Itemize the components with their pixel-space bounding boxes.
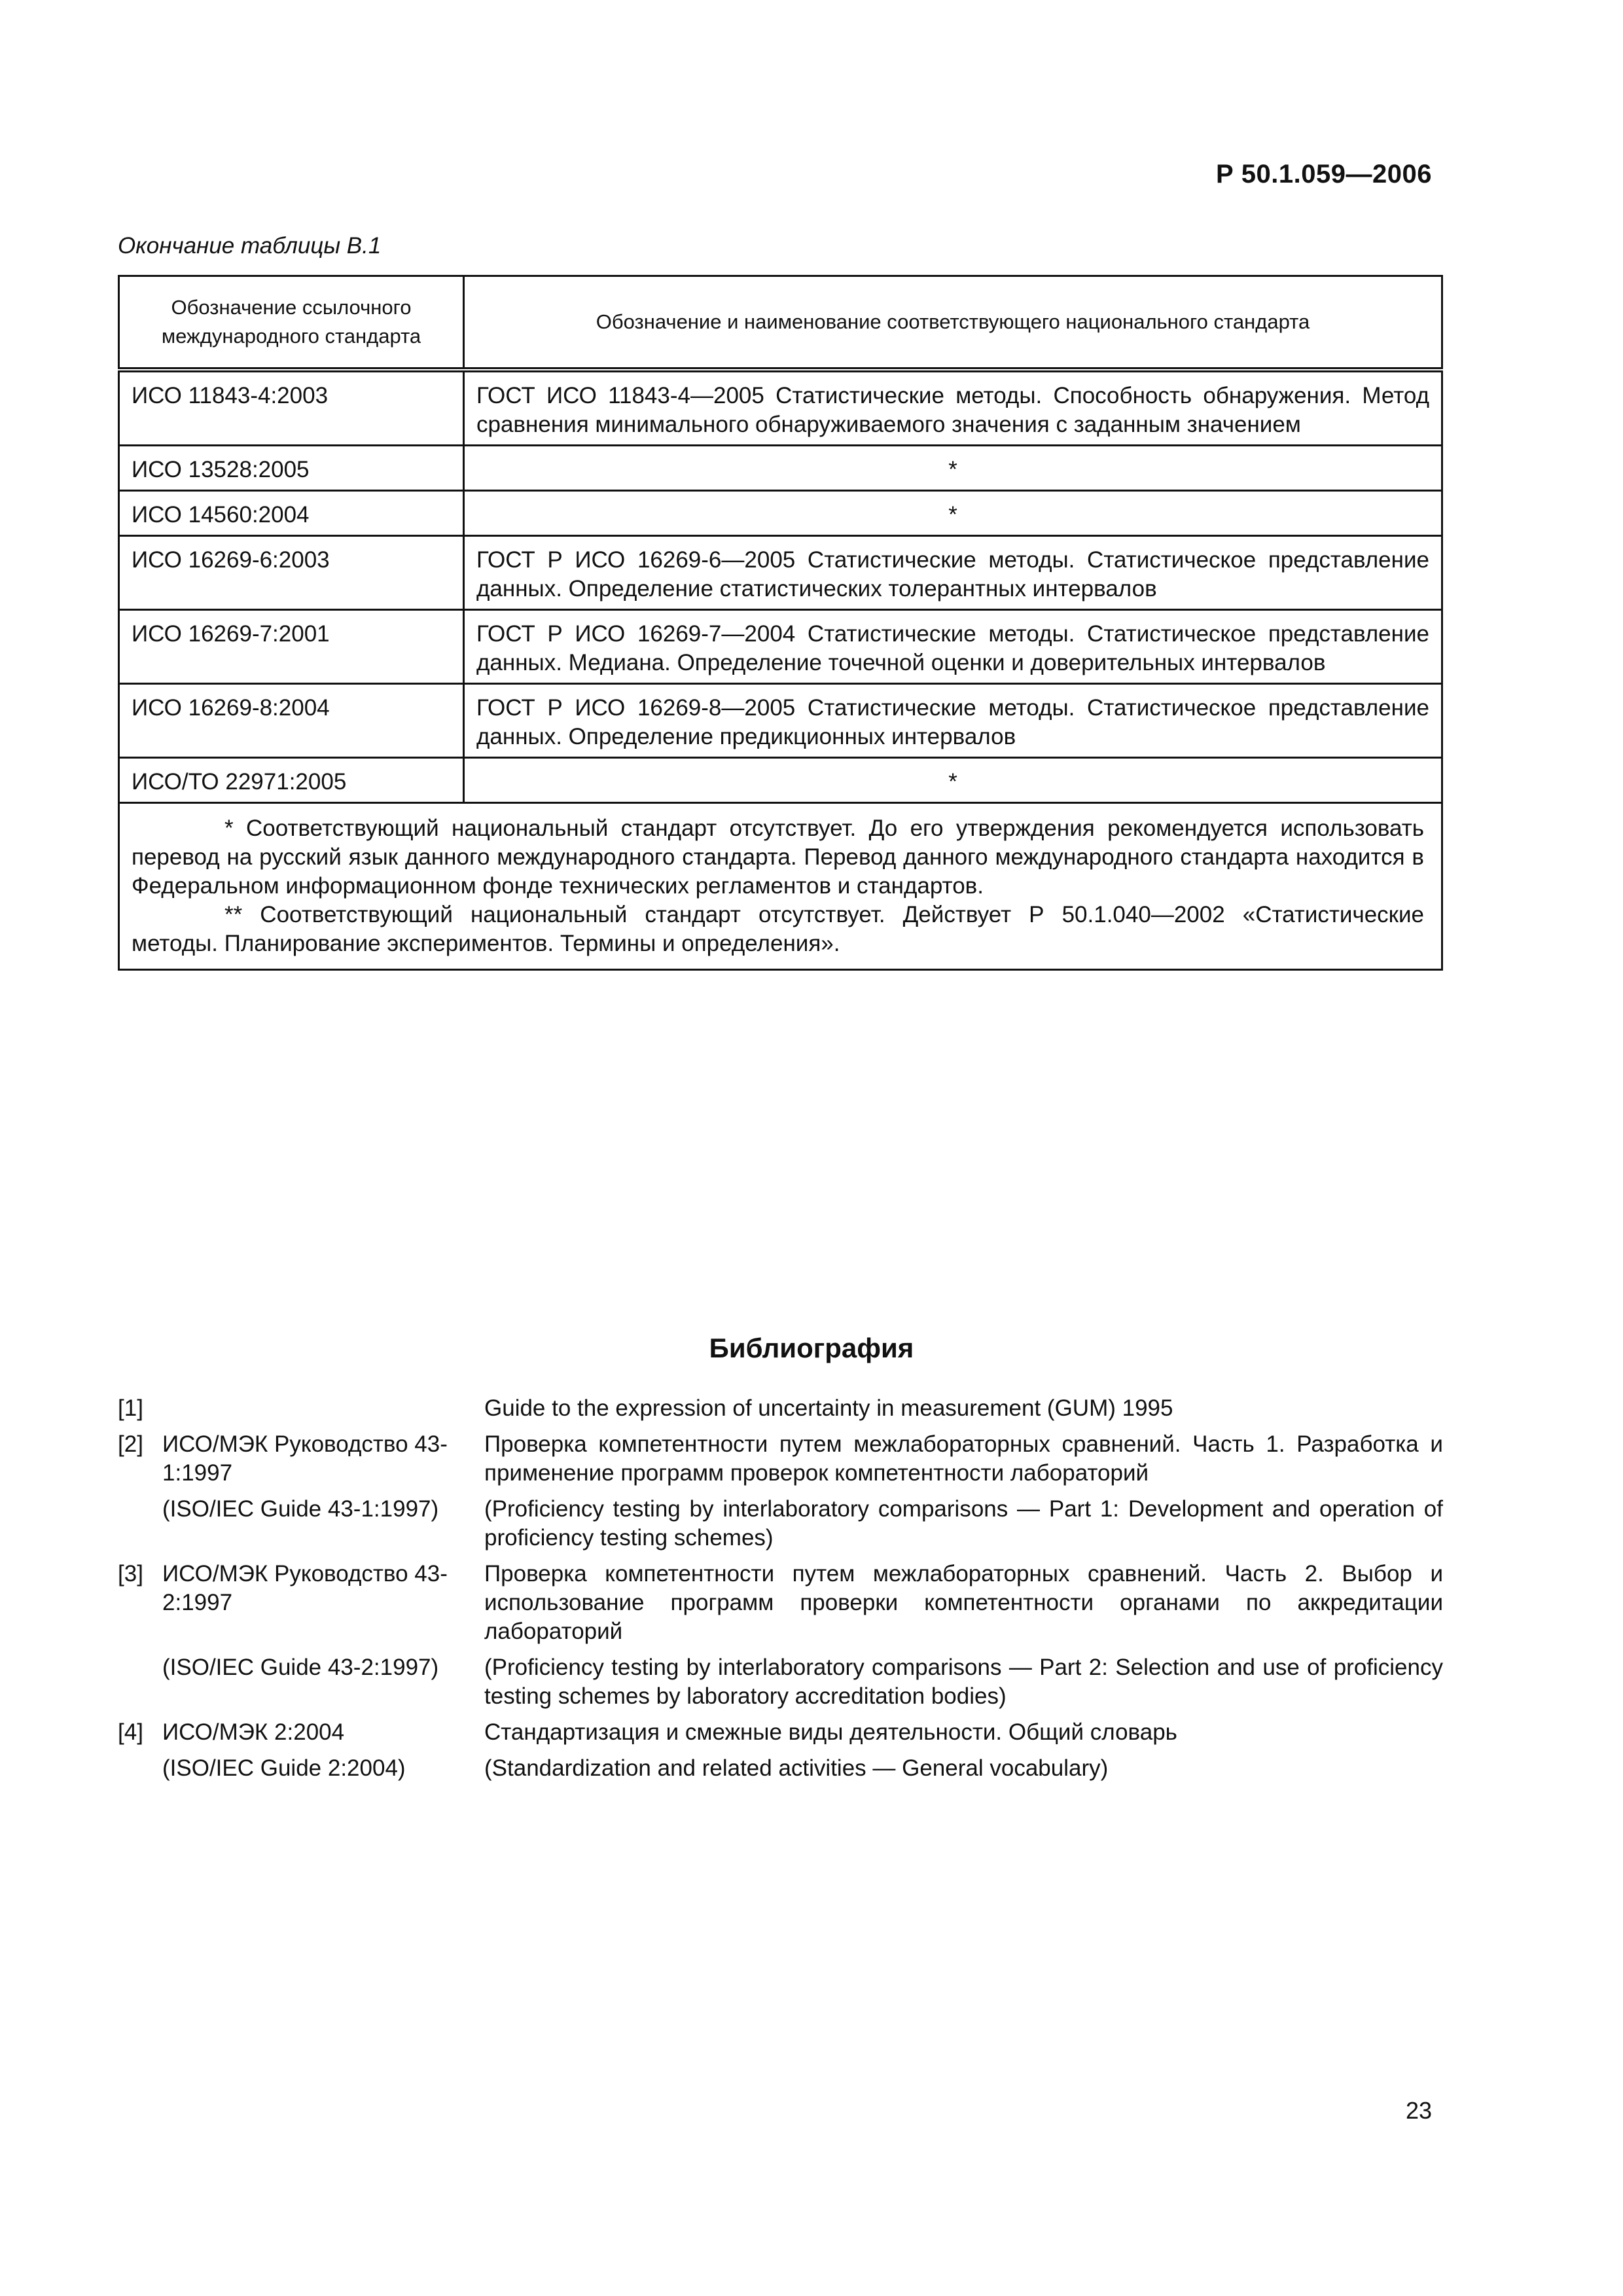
national-standard-cell: *	[464, 491, 1442, 536]
bibliography-text: Проверка компетентности путем межлабораторных сравнений. Часть 1. Разработка и применение программ проверок компетентности лабораторий	[484, 1431, 1443, 1486]
bibliography-heading: Библиография	[709, 1333, 914, 1363]
table-row	[119, 370, 1442, 446]
table-note-1: * Соответствующий национальный стандарт отсутствует. До его утверждения рекомендуется использовать перевод на русский язык данного международного стандарта. Перевод данного международного стандарта находится в Федеральном информационном фонде технических регламентов и стандартов.	[132, 816, 1424, 899]
bibliography-number: [2]	[118, 1431, 143, 1457]
table-note-2: ** Соответствующий национальный стандарт отсутствует. Действует Р 50.1.040—2002 «Статистические методы. Планирование экспериментов. Термины и определения».	[132, 902, 1424, 956]
table-row	[119, 446, 1442, 491]
bibliography-list	[118, 1394, 1443, 1790]
national-standard-cell: *	[464, 446, 1442, 491]
national-standard-cell: ГОСТ Р ИСО 16269-7—2004 Статистические методы. Статистическое представление данных. Медиана. Определение точечной оценки и доверительных интервалов	[464, 610, 1442, 684]
page-number: 23	[1405, 2097, 1432, 2124]
bibliography-source: ИСО/МЭК Руководство 43-1:1997	[162, 1431, 448, 1486]
bibliography-entry	[118, 1653, 1443, 1711]
bibliography-text: (Proficiency testing by interlaboratory comparisons — Part 1: Development and operation of proficiency testing schemes)	[484, 1496, 1443, 1551]
table-caption: Окончание таблицы В.1	[118, 233, 382, 259]
bibliography-entry	[118, 1495, 1443, 1552]
national-standard-cell: *	[464, 758, 1442, 803]
bibliography-text: Стандартизация и смежные виды деятельности. Общий словарь	[484, 1719, 1177, 1745]
table-row	[119, 610, 1442, 684]
reference-table	[118, 275, 1443, 971]
bibliography-entry	[118, 1430, 1443, 1488]
reference-cell: ИСО 14560:2004	[119, 491, 464, 536]
bibliography-source: ИСО/МЭК 2:2004	[162, 1719, 345, 1745]
bibliography-text: Проверка компетентности путем межлабораторных сравнений. Часть 2. Выбор и использование программ проверки компетентности органами по аккредитации лабораторий	[484, 1561, 1443, 1644]
bibliography-source: ИСО/МЭК Руководство 43-2:1997	[162, 1561, 448, 1615]
reference-cell: ИСО 16269-6:2003	[119, 536, 464, 610]
reference-cell: ИСО/ТО 22971:2005	[119, 758, 464, 803]
table-notes	[119, 803, 1442, 970]
table-notes-row	[119, 803, 1442, 970]
bibliography-source: (ISO/IEC Guide 43-1:1997)	[162, 1496, 439, 1522]
column-header-reference: Обозначение ссылочного международного стандарта	[119, 276, 464, 370]
table-header-row	[119, 276, 1442, 370]
bibliography-source: (ISO/IEC Guide 43-2:1997)	[162, 1655, 439, 1680]
table-row	[119, 684, 1442, 758]
reference-cell: ИСО 13528:2005	[119, 446, 464, 491]
column-header-national: Обозначение и наименование соответствующего национального стандарта	[464, 276, 1442, 370]
bibliography-text: (Standardization and related activities — General vocabulary)	[484, 1755, 1109, 1781]
bibliography-number: [1]	[118, 1395, 143, 1421]
table-row	[119, 536, 1442, 610]
reference-cell: ИСО 11843-4:2003	[119, 370, 464, 446]
bibliography-source: (ISO/IEC Guide 2:2004)	[162, 1755, 406, 1781]
national-standard-cell: ГОСТ Р ИСО 16269-8—2005 Статистические методы. Статистическое представление данных. Определение предикционных интервалов	[464, 684, 1442, 758]
national-standard-cell: ГОСТ ИСО 11843-4—2005 Статистические методы. Способность обнаружения. Метод сравнения минимального обнаруживаемого значения с заданным значением	[464, 370, 1442, 446]
table-row	[119, 491, 1442, 536]
bibliography-entry	[118, 1718, 1443, 1747]
bibliography-text: (Proficiency testing by interlaboratory comparisons — Part 2: Selection and use of proficiency testing schemes by laboratory accreditation bodies)	[484, 1655, 1443, 1709]
bibliography-text: Guide to the expression of uncertainty in measurement (GUM) 1995	[484, 1395, 1173, 1421]
bibliography-number: [4]	[118, 1719, 143, 1745]
document-code: Р 50.1.059—2006	[1216, 160, 1432, 188]
table-row	[119, 758, 1442, 803]
bibliography-entry	[118, 1394, 1443, 1423]
national-standard-cell: ГОСТ Р ИСО 16269-6—2005 Статистические методы. Статистическое представление данных. Определение статистических толерантных интервалов	[464, 536, 1442, 610]
bibliography-entry	[118, 1560, 1443, 1646]
reference-cell: ИСО 16269-8:2004	[119, 684, 464, 758]
bibliography-number: [3]	[118, 1561, 143, 1587]
reference-cell: ИСО 16269-7:2001	[119, 610, 464, 684]
bibliography-entry	[118, 1754, 1443, 1783]
